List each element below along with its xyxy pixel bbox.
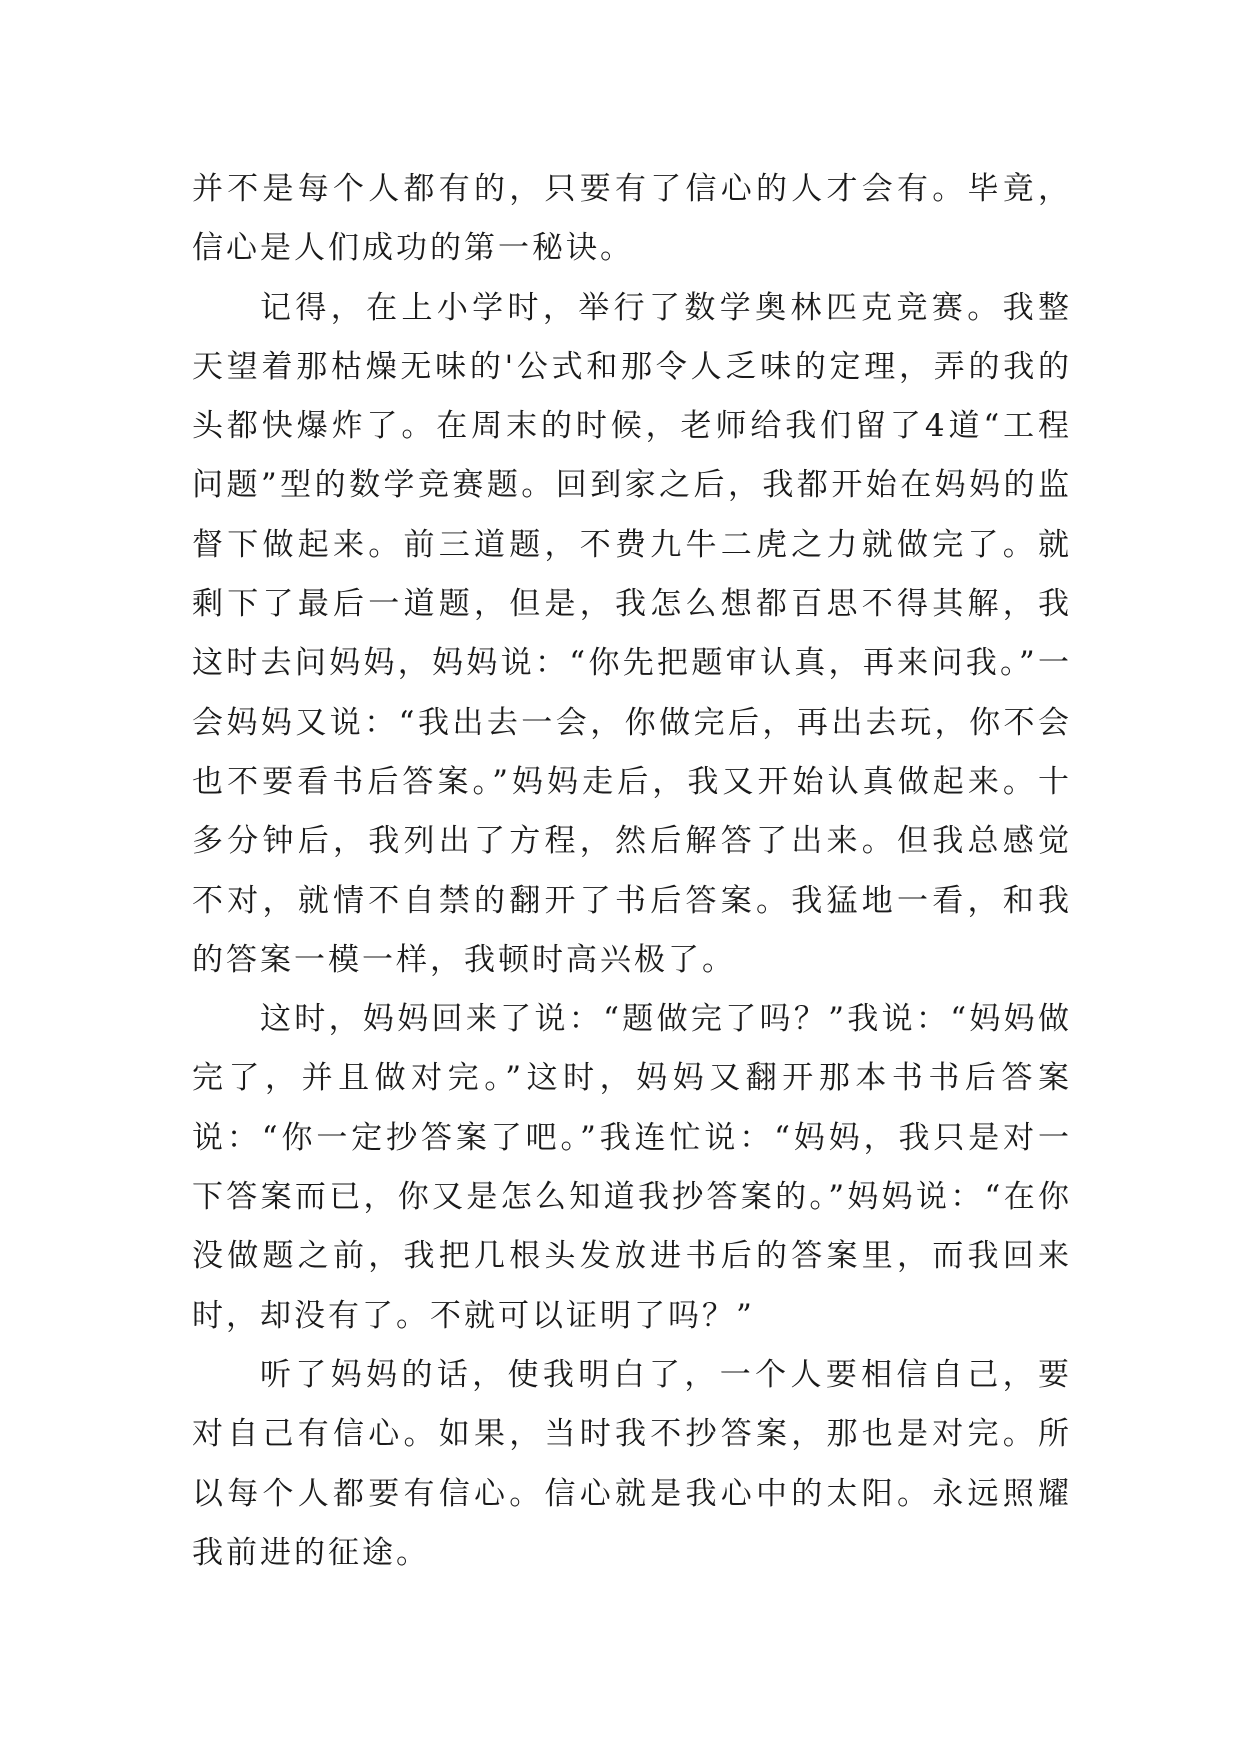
paragraph-1: 并不是每个人都有的，只要有了信心的人才会有。毕竟，信心是人们成功的第一秘诀。 <box>192 171 1072 267</box>
paragraph-3: 这时，妈妈回来了说：“题做完了吗？”我说：“妈妈做完了，并且做对完。”这时，妈妈又翻开那本书书后答案说：“你一定抄答案了吧。”我连忙说：“妈妈，我只是对一下答案而已，你又是怎么知道我抄答案的。”妈妈说：“在你没做题之前，我把几根头发放进书后的答案里，而我回来时，却没有了。不就可以证明了吗？” <box>192 1001 1072 1334</box>
paragraph-2: 记得，在上小学时，举行了数学奥林匹克竞赛。我整天望着那枯燥无味的'公式和那令人乏味的定理，弄的我的头都快爆炸了。在周末的时候，老师给我们留了4道“工程问题”型的数学竞赛题。回到家之后，我都开始在妈妈的监督下做起来。前三道题，不费九牛二虎之力就做完了。就剩下了最后一道题，但是，我怎么想都百思不得其解，我这时去问妈妈，妈妈说：“你先把题审认真，再来问我。”一会妈妈又说：“我出去一会，你做完后，再出去玩，你不会也不要看书后答案。”妈妈走后，我又开始认真做起来。十多分钟后，我列出了方程，然后解答了出来。但我总感觉不对，就情不自禁的翻开了书后答案。我猛地一看，和我的答案一模一样，我顿时高兴极了。 <box>192 289 1072 978</box>
paragraph-4: 听了妈妈的话，使我明白了，一个人要相信自己，要对自己有信心。如果，当时我不抄答案，那也是对完。所以每个人都要有信心。信心就是我心中的太阳。永远照耀我前进的征途。 <box>192 1356 1072 1571</box>
document-body <box>192 160 1072 1583</box>
